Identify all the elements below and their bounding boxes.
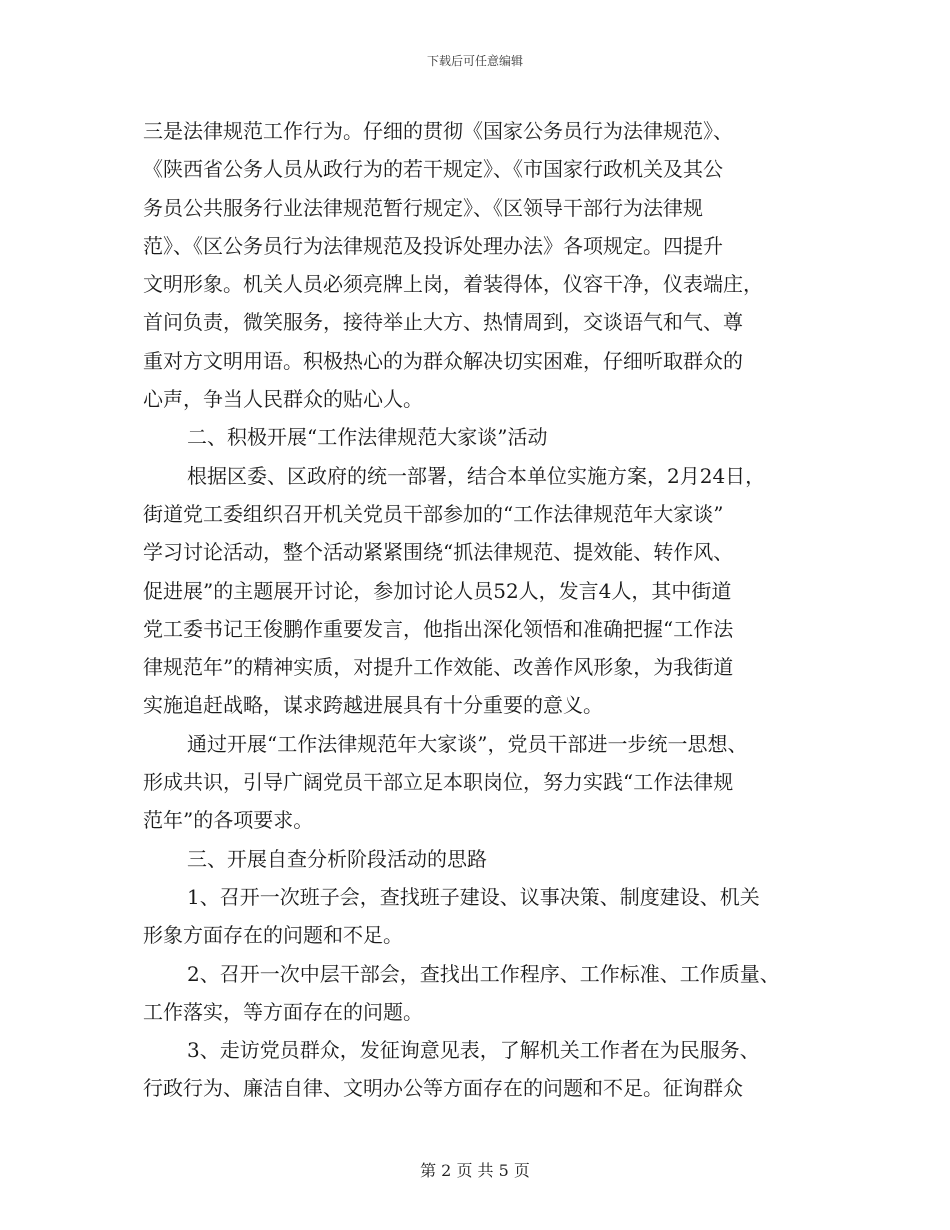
text-line: 根据区委、区政府的统一部署，结合本单位实施方案，2月24日，: [187, 463, 766, 488]
page-number: 第 2 页 共 5 页: [420, 1161, 530, 1180]
text-line: 3、走访党员群众，发征询意见表，了解机关工作者在为民服务、: [187, 1038, 760, 1063]
text-line: 街道党工委组织召开机关党员干部参加的“工作法律规范年大家谈”: [143, 501, 724, 526]
text-line: 务员公共服务行业法律规范暂行规定》、《区领导干部行为法律规: [143, 195, 703, 220]
text-line: 律规范年”的精神实质，对提升工作效能、改善作风形象，为我街道: [143, 655, 734, 680]
text-line: 文明形象。机关人员必须亮牌上岗，着装得体，仪容干净，仪表端庄，: [143, 272, 763, 297]
text-line: 党工委书记王俊鹏作重要发言，他指出深化领悟和准确把握“工作法: [143, 616, 734, 641]
text-line: 范年”的各项要求。: [143, 808, 314, 833]
section-heading: 二、积极开展“工作法律规范大家谈”活动: [187, 425, 548, 450]
text-line: 学习讨论活动，整个活动紧紧围绕“抓法律规范、提效能、转作风、: [143, 540, 734, 565]
text-line: 重对方文明用语。积极热心的为群众解决切实困难，仔细听取群众的: [143, 348, 743, 373]
text-line: 范》、《区公务员行为法律规范及投诉处理办法》各项规定。四提升: [143, 233, 723, 258]
text-line: 首问负责，微笑服务，接待举止大方、热情周到，交谈语气和气、尊: [143, 310, 743, 335]
text-line: 2、召开一次中层干部会，查找出工作程序、工作标准、工作质量、: [187, 961, 780, 986]
text-line: 形象方面存在的问题和不足。: [143, 923, 403, 948]
text-line: 形成共识，引导广阔党员干部立足本职岗位，努力实践“工作法律规: [143, 770, 734, 795]
text-line: 三是法律规范工作行为。仔细的贯彻《国家公务员行为法律规范》、: [143, 119, 733, 143]
section-heading: 三、开展自查分析阶段活动的思路: [187, 846, 487, 871]
text-line: 促进展”的主题展开讨论，参加讨论人员52人，发言4人，其中街道: [143, 578, 732, 603]
document-body: [143, 112, 808, 1108]
text-line: 1、召开一次班子会，查找班子建设、议事决策、制度建设、机关: [187, 884, 760, 909]
text-line: 《陕西省公务人员从政行为的若干规定》、《市国家行政机关及其公: [143, 157, 723, 182]
text-line: 工作落实，等方面存在的问题。: [143, 999, 423, 1024]
text-line: 实施追赶战略，谋求跨越进展具有十分重要的意义。: [143, 693, 603, 718]
text-line: 通过开展“工作法律规范年大家谈”，党员干部进一步统一思想、: [187, 731, 748, 756]
text-line: 行政行为、廉洁自律、文明办公等方面存在的问题和不足。征询群众: [143, 1076, 743, 1101]
text-line: 心声，争当人民群众的贴心人。: [143, 387, 423, 412]
page-header: 下载后可任意编辑: [426, 54, 523, 68]
